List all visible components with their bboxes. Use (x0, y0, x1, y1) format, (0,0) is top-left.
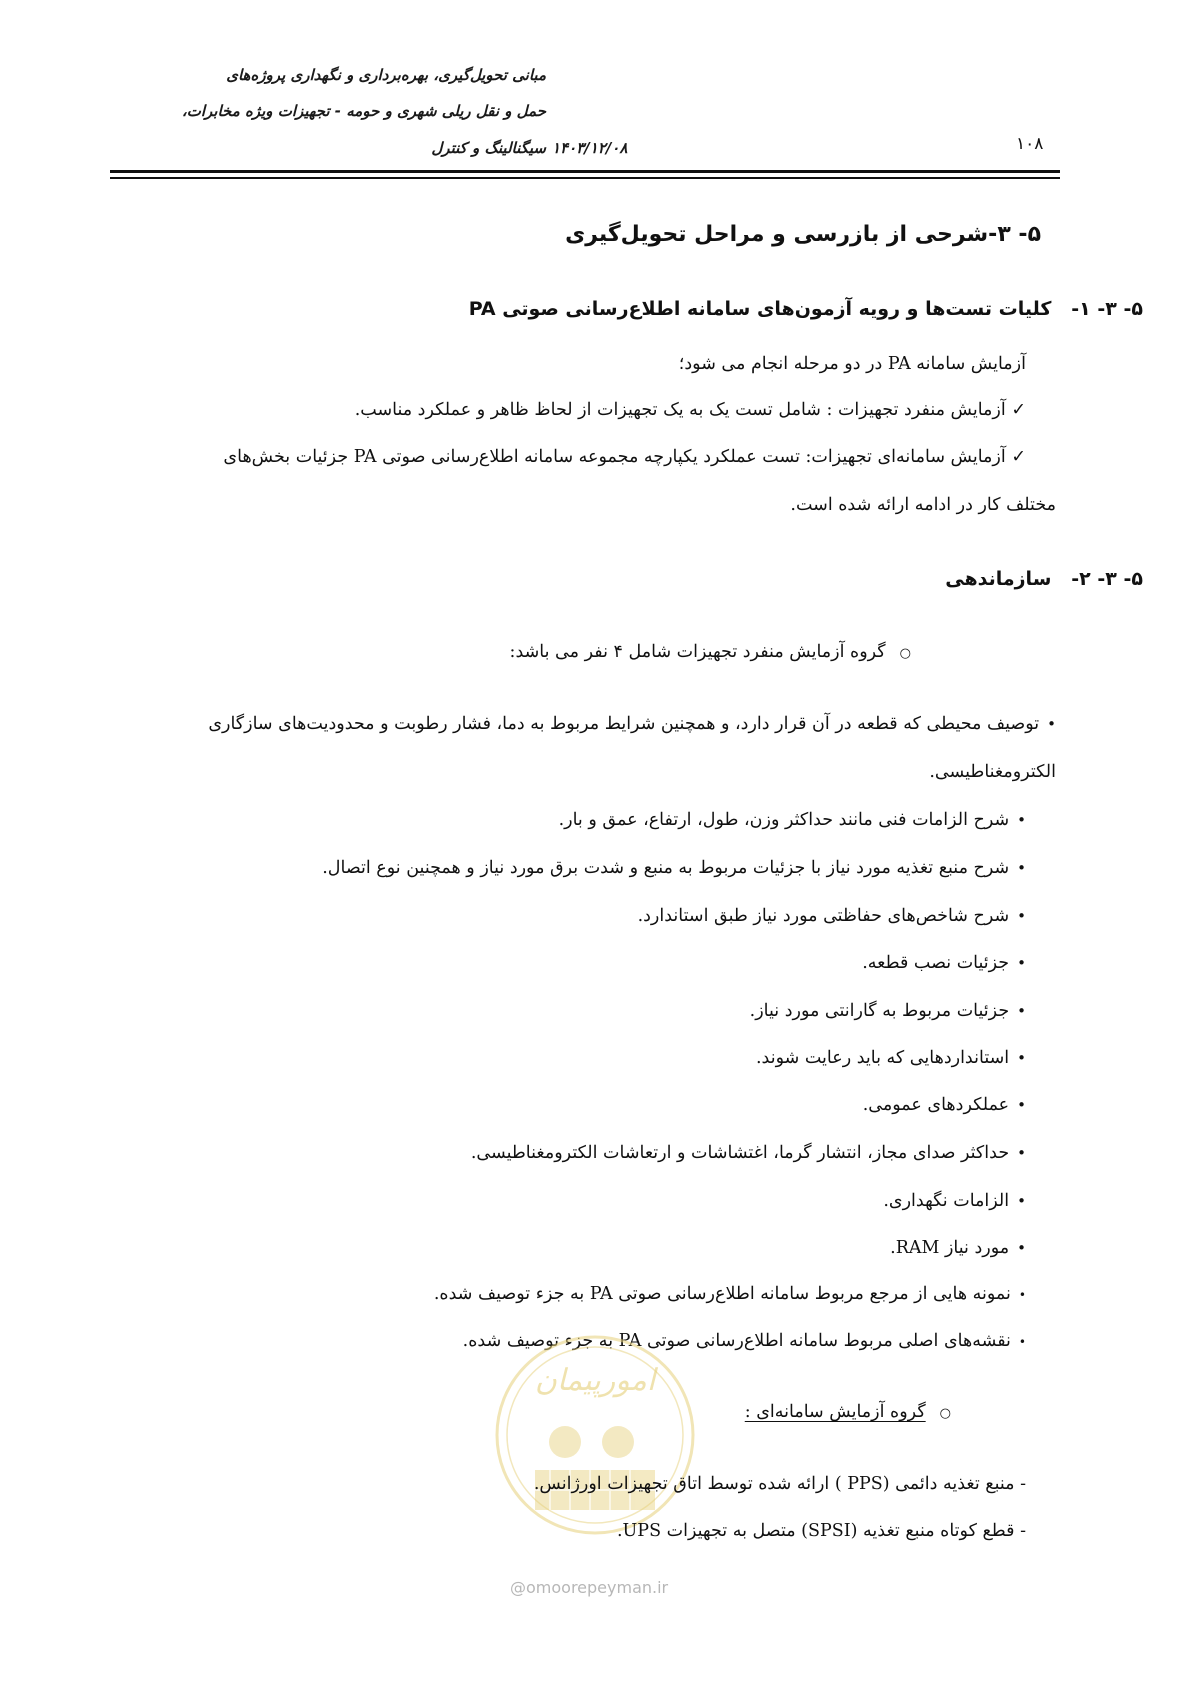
dash-item: - منبع تغذیه دائمی (PPS ) ارائه شده توسط اتاق تجهیزات اورژانس. (533, 1474, 1026, 1494)
bullet-item (126, 1189, 1026, 1214)
bullet-item (126, 808, 1026, 833)
subsection-1-title: کلیات تست‌ها و رویه آزمون‌های سامانه اطلاع‌رسانی صوتی PA (468, 298, 1052, 320)
bullet-icon: • (1018, 1288, 1026, 1302)
watermark-site: @omoorepeyman.ir (510, 1578, 669, 1597)
check-item-text: آزمایش منفرد تجهیزات : شامل تست یک به یک تجهیزات از لحاظ ظاهر و عملکرد مناسب. (354, 400, 1006, 420)
page-number: ۱۰۸ (1016, 134, 1044, 154)
bullet-icon: • (1017, 1096, 1026, 1114)
small-bullet-item (126, 1282, 1026, 1307)
bullet-item (126, 1046, 1026, 1071)
small-bullet-text: نمونه هایی از مرجع مربوط سامانه اطلاع‌رسانی صوتی PA به جزء توصیف شده. (433, 1284, 1011, 1304)
bullet-icon: • (1018, 1335, 1026, 1349)
bullet-icon: • (1017, 907, 1026, 925)
bullet-icon: • (1017, 1002, 1026, 1020)
bullet-item-continuation: الکترومغناطیسی. (929, 762, 1056, 782)
bullet-icon: • (1017, 1192, 1026, 1210)
bullet-item (106, 712, 1056, 737)
subsection-1-heading (193, 298, 1143, 320)
watermark-logo (490, 1330, 700, 1540)
bullet-text: جزئیات نصب قطعه. (862, 953, 1010, 973)
bullet-item (126, 856, 1026, 881)
bullet-text: استانداردهایی که باید رعایت شوند. (755, 1048, 1010, 1068)
subsection-2-title: سازماندهی (945, 568, 1052, 590)
bullet-item (126, 1141, 1026, 1166)
bullet-text: جزئیات مربوط به گارانتی مورد نیاز. (749, 1001, 1010, 1021)
header-rule-thin (110, 177, 1060, 179)
bullet-text: شرح شاخص‌های حفاظتی مورد نیاز طبق استاندارد. (637, 906, 1010, 926)
bullet-item (126, 904, 1026, 929)
bullet-item (126, 999, 1026, 1024)
header-rule-thick (110, 170, 1060, 173)
bullet-icon: • (1017, 1049, 1026, 1067)
header-line-1: مبانی تحویل‌گیری، بهره‌برداری و نگهداری پروژه‌های (226, 66, 546, 84)
bullet-item (126, 951, 1026, 976)
check-item-text: آزمایش سامانه‌ای تجهیزات: تست عملکرد یکپارچه مجموعه سامانه اطلاع‌رسانی صوتی PA جزئیات بخش‌های (223, 447, 1006, 467)
group-2-title (251, 1400, 951, 1425)
circle-bullet-icon: ○ (939, 1406, 951, 1421)
bullet-text: عملکردهای عمومی. (862, 1095, 1010, 1115)
bullet-item (126, 1236, 1026, 1261)
bullet-icon: • (1047, 715, 1056, 733)
watermark-logo-text: امورپیمان (534, 1363, 656, 1398)
dash-item: - قطع کوتاه منبع تغذیه (SPSI) متصل به تجهیزات UPS. (616, 1521, 1026, 1541)
group-1-title (211, 640, 911, 665)
bullet-text: الزامات نگهداری. (883, 1191, 1010, 1211)
group-1-title-text: گروه آزمایش منفرد تجهیزات شامل ۴ نفر می باشد: (509, 642, 886, 662)
header-line-3: سیگنالینگ و کنترل (431, 139, 546, 157)
bullet-icon: • (1017, 1239, 1026, 1257)
check-mark-icon: ✓ (1011, 400, 1026, 420)
bullet-text: توصیف محیطی که قطعه در آن قرار دارد، و همچنین شرایط مربوط به دما، فشار رطوبت و محدودیت‌های سازگاری (208, 714, 1040, 734)
bullet-icon: • (1017, 811, 1026, 829)
bullet-text: حداکثر صدای مجاز، انتشار گرما، اغتشاشات و ارتعاشات الکترومغناطیسی. (470, 1143, 1010, 1163)
header-date: ۱۴۰۳/۱۲/۰۸ (552, 139, 628, 157)
bullet-icon: • (1017, 1144, 1026, 1162)
bullet-text: شرح منبع تغذیه مورد نیاز با جزئیات مربوط به منبع و شدت برق مورد نیاز و همچنین نوع اتصال. (322, 858, 1010, 878)
check-mark-icon: ✓ (1011, 447, 1026, 467)
check-item-continuation: مختلف کار در ادامه ارائه شده است. (790, 495, 1056, 515)
bullet-text: مورد نیاز RAM. (890, 1238, 1010, 1258)
group-2-title-text: گروه آزمایش سامانه‌ای : (744, 1402, 926, 1422)
circle-bullet-icon: ○ (899, 646, 911, 661)
subsection-2-number: ۵- ۳- ۲- (1071, 568, 1143, 590)
section-title: ۵- ۳-شرحی از بازرسی و مراحل تحویل‌گیری (565, 222, 1041, 247)
bullet-text: شرح الزامات فنی مانند حداکثر وزن، طول، ارتفاع، عمق و بار. (558, 810, 1010, 830)
small-bullet-text: نقشه‌های اصلی مربوط سامانه اطلاع‌رسانی صوتی PA به جزء توصیف شده. (462, 1331, 1011, 1351)
check-item (126, 398, 1026, 423)
subsection-1-number: ۵- ۳- ۱- (1071, 298, 1143, 320)
bullet-item (126, 1093, 1026, 1118)
bullet-icon: • (1017, 954, 1026, 972)
intro-paragraph: آزمایش سامانه PA در دو مرحله انجام می شود؛ (678, 354, 1026, 374)
header-line-2: حمل و نقل ریلی شهری و حومه - تجهیزات ویژه مخابرات، (181, 102, 546, 120)
subsection-2-heading (643, 568, 1143, 590)
bullet-icon: • (1017, 859, 1026, 877)
check-item (76, 445, 1026, 470)
